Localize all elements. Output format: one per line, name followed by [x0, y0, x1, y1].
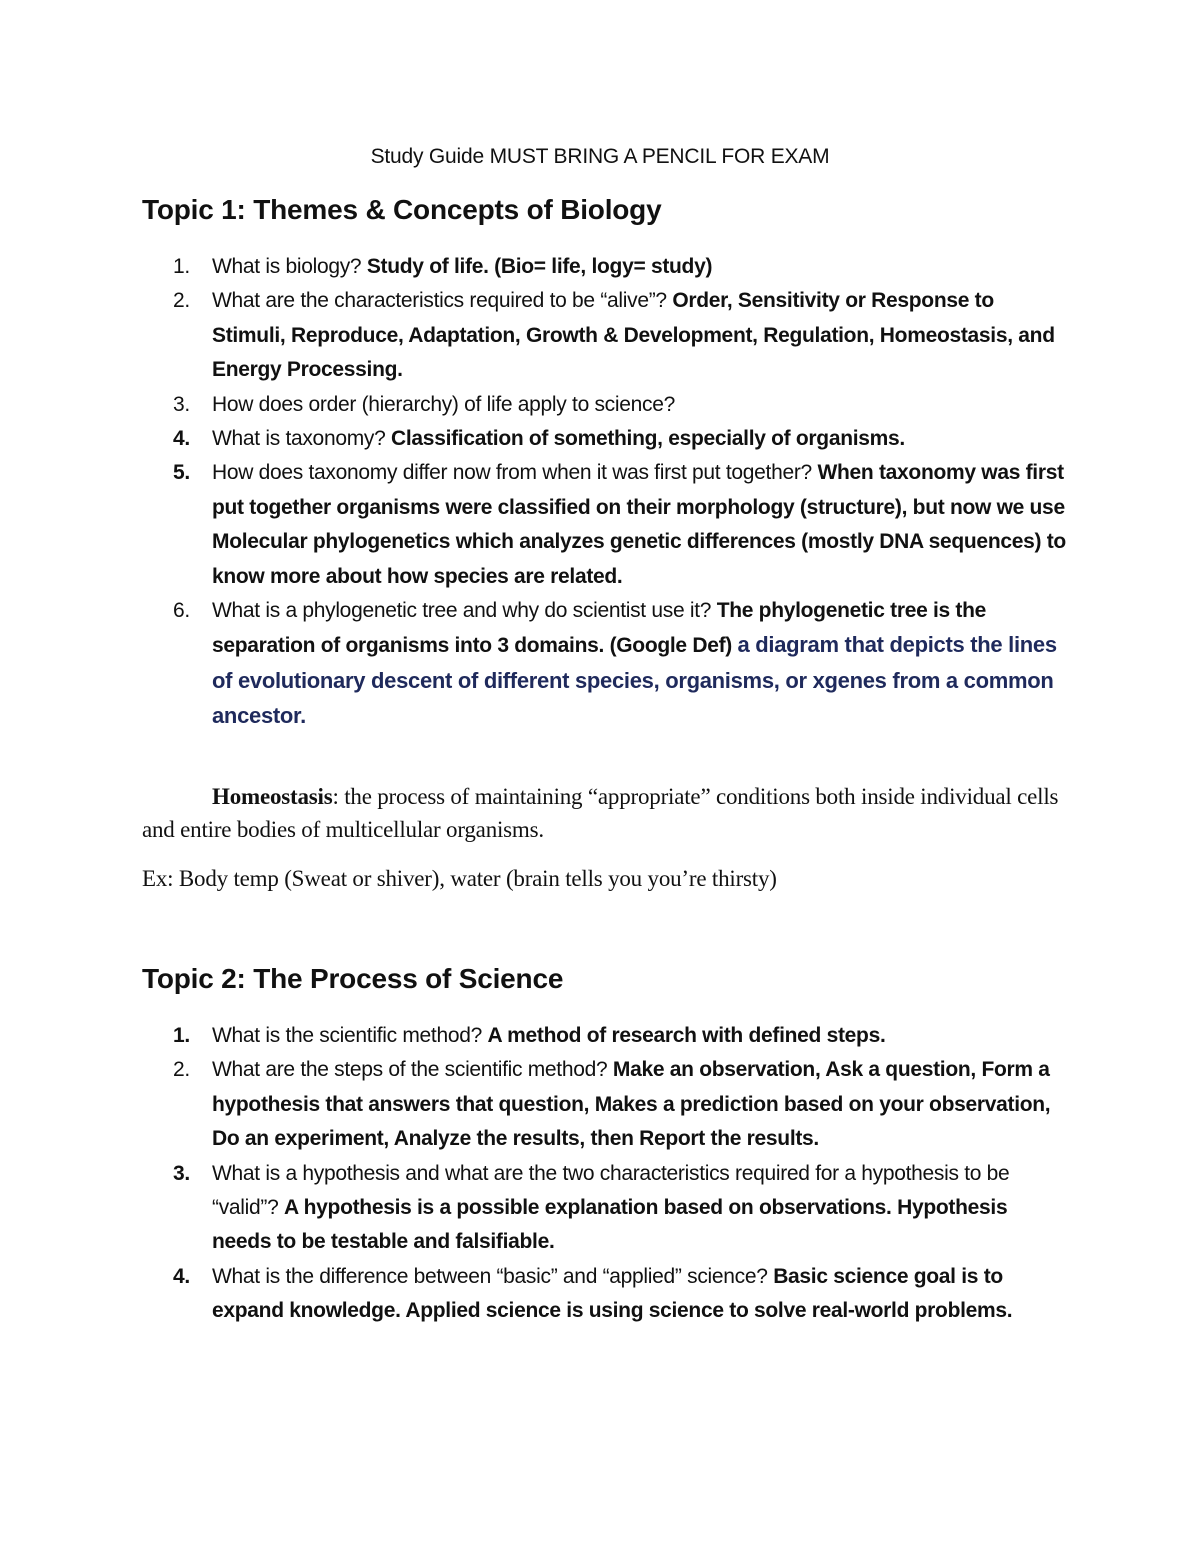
question-text: What is the scientific method?: [212, 1024, 482, 1047]
homeostasis-term: Homeostasis: [212, 784, 333, 809]
list-item: [142, 1260, 1072, 1329]
document-title: Study Guide MUST BRING A PENCIL FOR EXAM: [370, 145, 830, 168]
answer-text: When taxonomy was first put together organisms were classified on their morphology (structure), but now we use Molecular phylogenetics which analyzes genetic differences (mostly DNA sequences) to know more about how species are related.: [212, 461, 1066, 588]
example-paragraph: Ex: Body temp (Sweat or shiver), water (brain tells you you’re thirsty): [142, 866, 777, 891]
item-number: 3.: [173, 1161, 190, 1185]
list-item: [142, 1019, 1072, 1053]
question-text: How does order (hierarchy) of life apply to science?: [212, 392, 675, 416]
topic-1-question-list: [142, 250, 1072, 735]
homeostasis-paragraph: [142, 780, 1072, 846]
item-number: 3.: [173, 392, 190, 416]
homeostasis-definition: : the process of maintaining “appropriate” conditions both inside individual cells and entire bodies of multicellular organisms.: [142, 784, 1059, 842]
question-text: What is a phylogenetic tree and why do scientist use it?: [212, 599, 712, 623]
definition-text: a diagram that depicts the lines of evolutionary descent of different species, organisms, or xgenes from a common ancestor.: [212, 632, 1057, 729]
list-item: [142, 1053, 1072, 1156]
question-text: What are the characteristics required to be “alive”?: [212, 289, 667, 313]
question-text: What is a hypothesis and what are the two characteristics required for a hypothesis to be “valid”?: [212, 1161, 1010, 1220]
answer-text: The phylogenetic tree is the separation of organisms into 3 domains. (Google Def): [212, 599, 987, 658]
answer-text: A hypothesis is a possible explanation based on observations. Hypothesis needs to be testable and falsifiable.: [212, 1196, 1008, 1254]
list-item: [142, 388, 1072, 422]
item-number: 2.: [173, 1058, 190, 1082]
question-text: What is taxonomy?: [212, 427, 386, 451]
item-number: 1.: [173, 255, 190, 278]
question-text: What are the steps of the scientific method?: [212, 1058, 608, 1082]
item-number: 6.: [173, 599, 190, 623]
item-number: 4.: [173, 1264, 190, 1288]
topic-2-heading: Topic 2: The Process of Science: [142, 963, 564, 994]
answer-text: A method of research with defined steps.: [487, 1024, 886, 1047]
answer-text: Study of life. (Bio= life, logy= study): [366, 255, 713, 278]
list-item: [142, 1157, 1072, 1260]
answer-text: Order, Sensitivity or Response to Stimuli, Reproduce, Adaptation, Growth & Development, Regulation, Homeostasis, and Energy Processing.: [212, 289, 1055, 382]
question-text: How does taxonomy differ now from when it was first put together?: [212, 461, 812, 485]
list-item: [142, 594, 1072, 735]
topic-2-question-list: [142, 1019, 1072, 1329]
list-item: [142, 284, 1072, 387]
answer-text: Basic science goal is to expand knowledge. Applied science is using science to solve real-world problems.: [212, 1264, 1013, 1323]
item-number: 2.: [173, 289, 190, 313]
list-item: [142, 456, 1072, 594]
answer-text: Classification of something, especially of organisms.: [391, 427, 905, 451]
item-number: 1.: [173, 1024, 190, 1047]
item-number: 5.: [173, 461, 190, 485]
question-text: What is biology?: [212, 255, 362, 278]
item-number: 4.: [173, 427, 190, 451]
list-item: [142, 250, 1072, 284]
answer-text: Make an observation, Ask a question, Form a hypothesis that answers that question, Makes a prediction based on your observation, Do an experiment, Analyze the results, then Report the results.: [212, 1058, 1051, 1151]
list-item: [142, 422, 1072, 456]
topic-1-heading: Topic 1: Themes & Concepts of Biology: [142, 194, 662, 225]
question-text: What is the difference between “basic” and “applied” science?: [212, 1264, 768, 1288]
